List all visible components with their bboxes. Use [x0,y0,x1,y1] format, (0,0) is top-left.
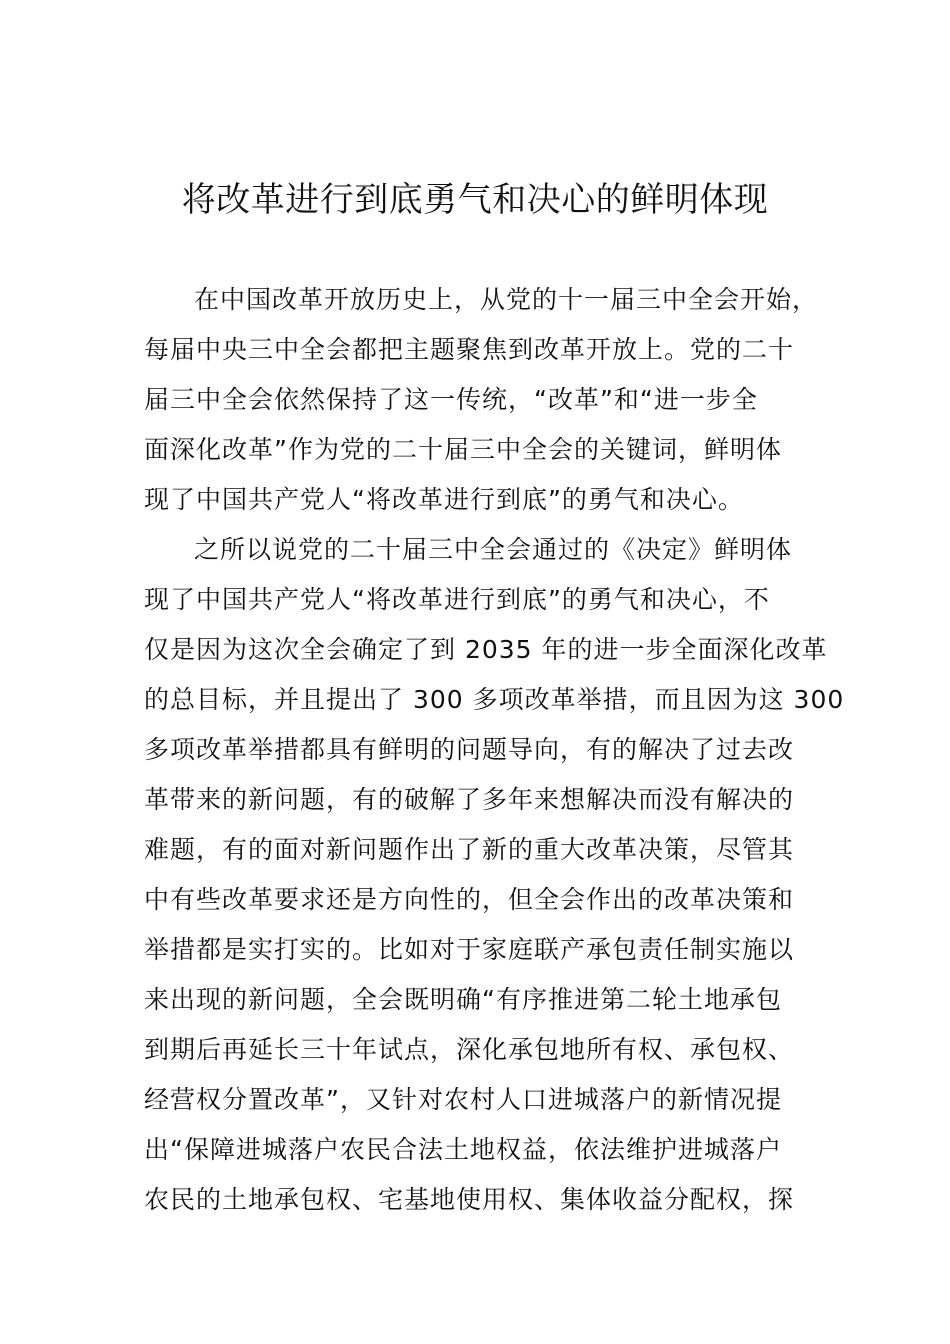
paragraph-2-line-6: 革带来的新问题，有的破解了多年来想解决而没有解决的 [144,785,795,814]
paragraph-1-line-4: 面深化改革”作为党的二十届三中全会的关键词，鲜明体 [144,435,782,464]
paragraph-1-line-3: 届三中全会依然保持了这一传统，“改革”和“进一步全 [144,385,758,414]
paragraph-2-line-12: 经营权分置改革”，又针对农村人口进城落户的新情况提 [144,1085,782,1114]
paragraph-1-line-1: 在中国改革开放历史上，从党的十一届三中全会开始， [194,285,819,314]
document-title: 将改革进行到底勇气和决心的鲜明体现 [181,180,769,220]
paragraph-2-line-9: 举措都是实打实的。比如对于家庭联产承包责任制实施以 [144,935,795,964]
paragraph-2-line-7: 难题，有的面对新问题作出了新的重大改革决策，尽管其 [144,835,795,864]
paragraph-2-line-1: 之所以说党的二十届三中全会通过的《决定》鲜明体 [194,535,793,564]
paragraph-2-line-4: 的总目标，并且提出了 300 多项改革举措，而且因为这 300 [144,685,845,714]
paragraph-2-line-5: 多项改革举措都具有鲜明的问题导向，有的解决了过去改 [144,735,795,764]
document-body [144,282,845,1232]
paragraph-2-line-2: 现了中国共产党人“将改革进行到底”的勇气和决心，不 [144,585,770,614]
paragraph-2-line-8: 中有些改革要求还是方向性的，但全会作出的改革决策和 [144,885,795,914]
paragraph-2-line-13: 出“保障进城落户农民合法土地权益，依法维护进城落户 [144,1135,782,1164]
paragraph-2-line-3: 仅是因为这次全会确定了到 2035 年的进一步全面深化改革 [144,635,828,664]
paragraph-2-line-10: 来出现的新问题，全会既明确“有序推进第二轮土地承包 [144,985,782,1014]
paragraph-2-line-11: 到期后再延长三十年试点，深化承包地所有权、承包权、 [144,1035,795,1064]
paragraph-2-line-14: 农民的土地承包权、宅基地使用权、集体收益分配权，探 [144,1185,795,1214]
paragraph-1-line-5: 现了中国共产党人“将改革进行到底”的勇气和决心。 [144,485,744,514]
paragraph-1-line-2: 每届中央三中全会都把主题聚焦到改革开放上。党的二十 [144,335,795,364]
